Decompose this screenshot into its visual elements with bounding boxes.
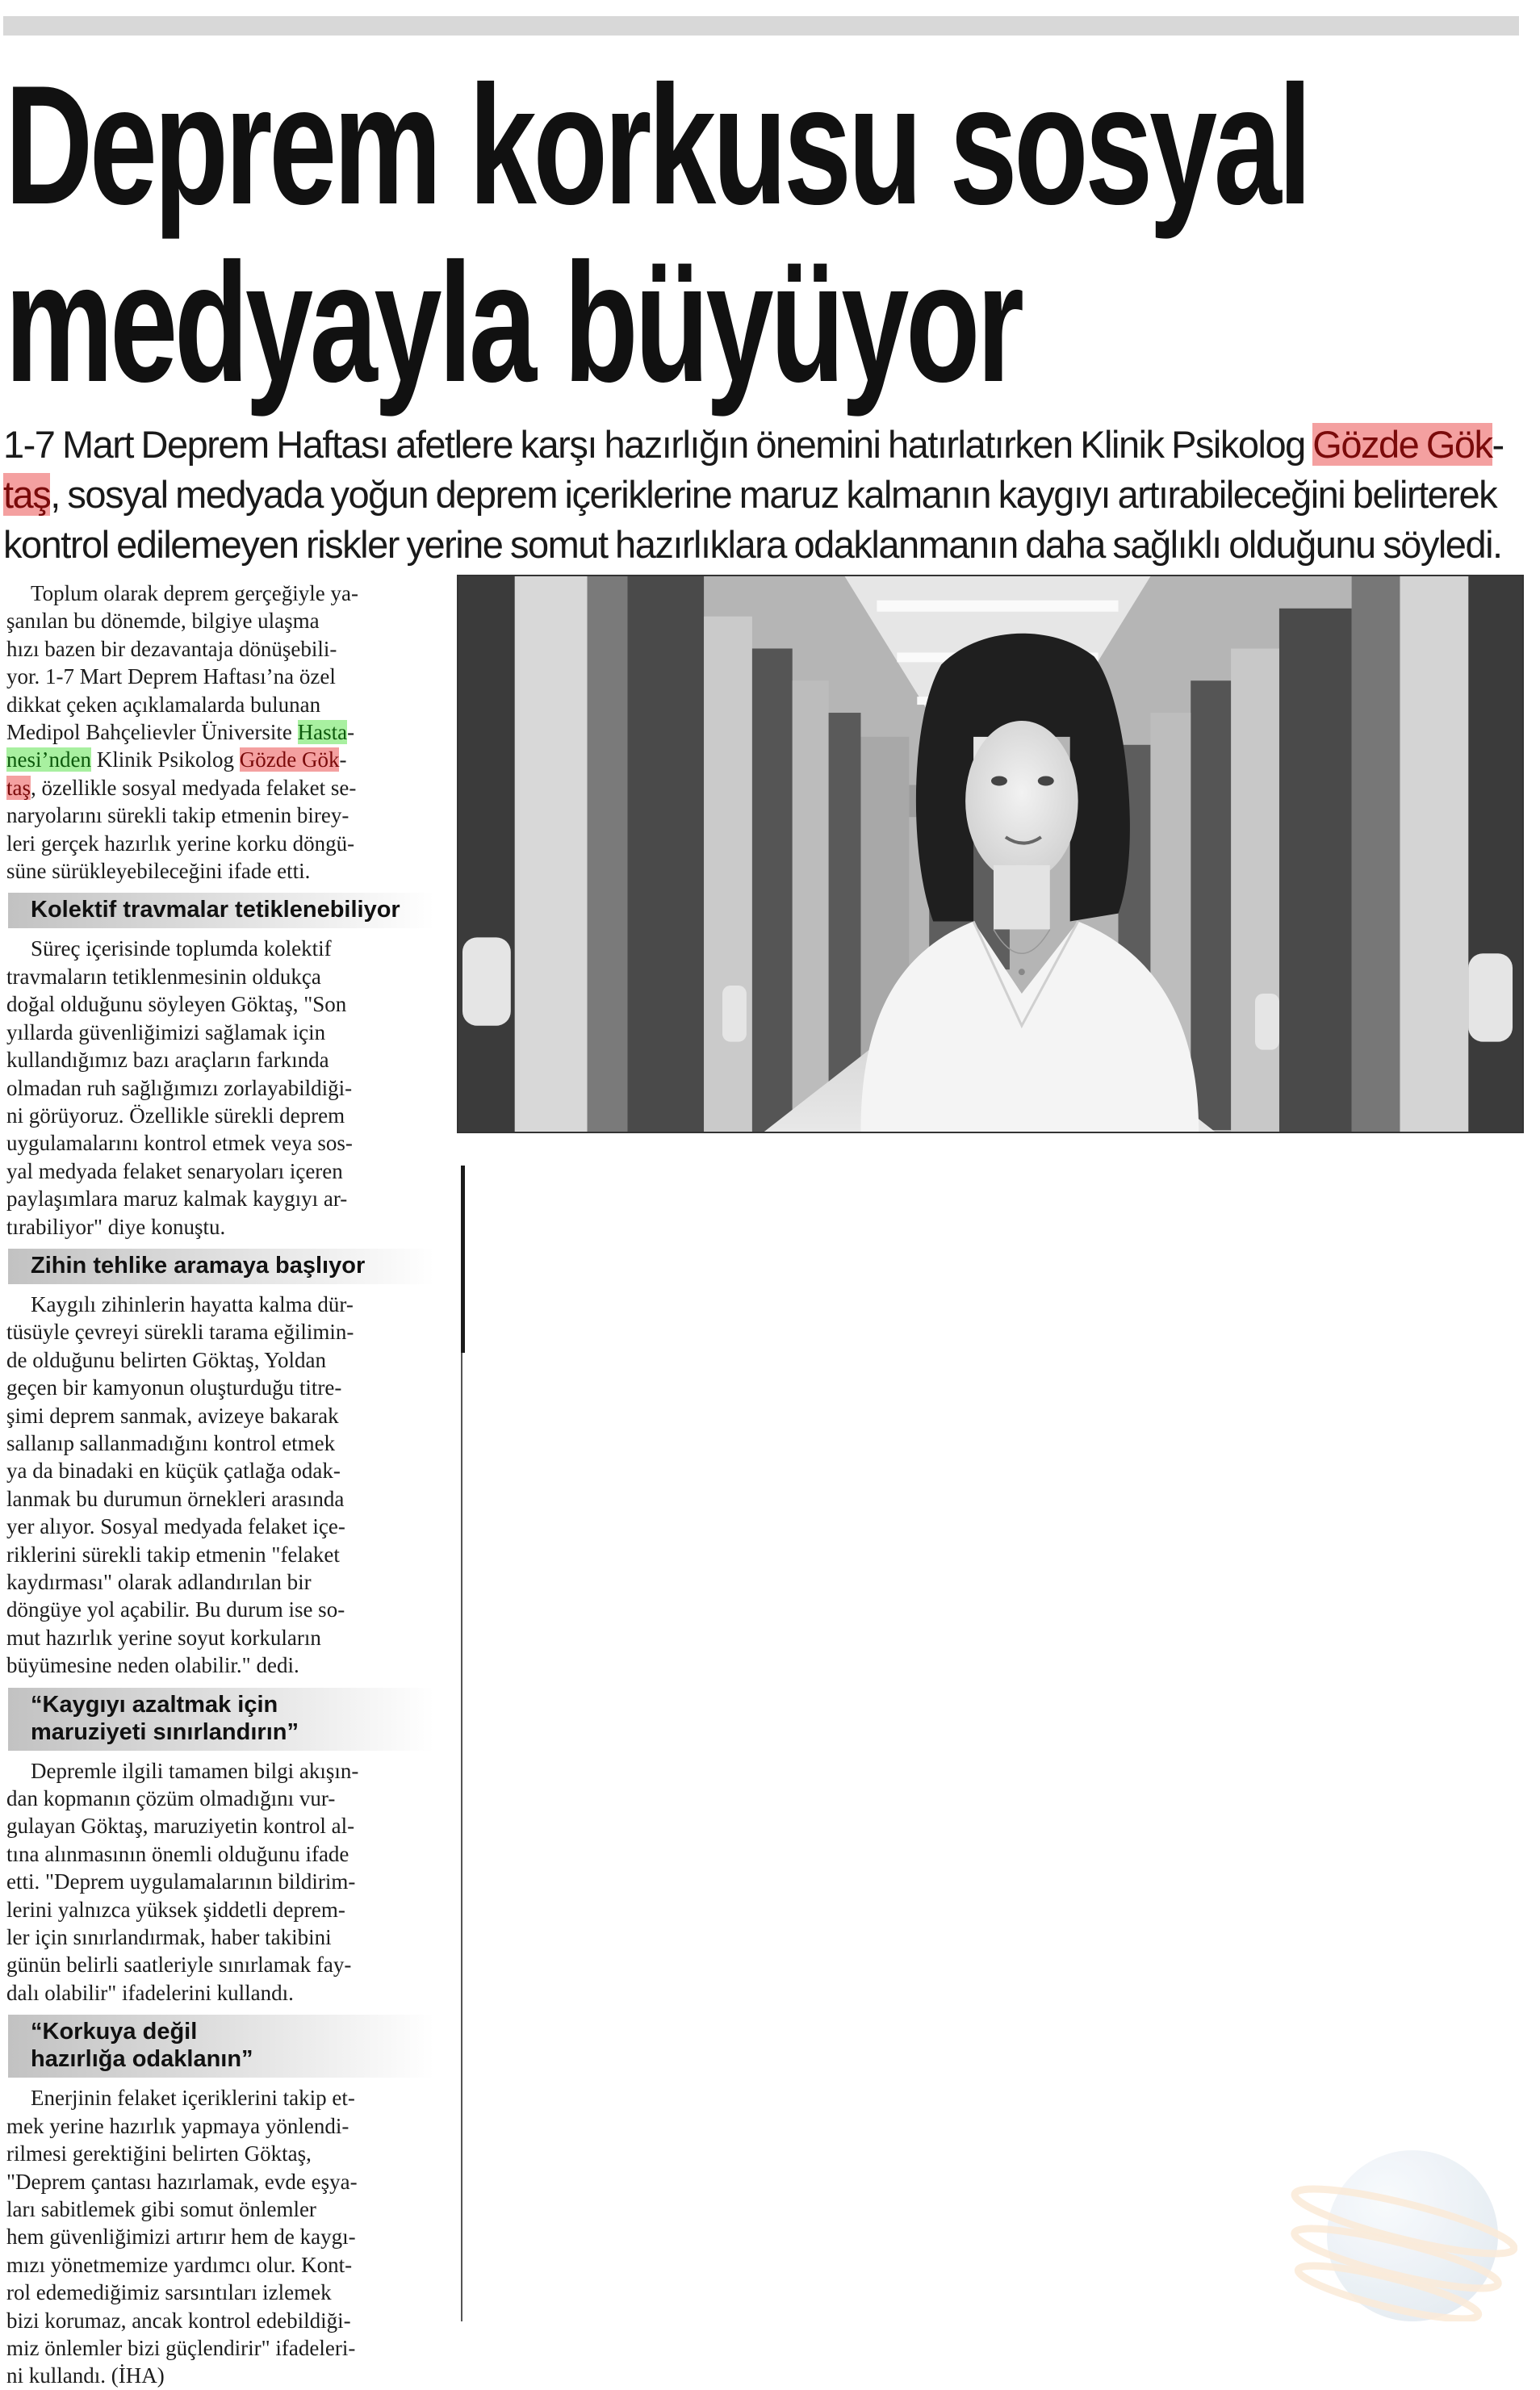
body-line <box>6 663 430 690</box>
subhead-line: Kolektif travmalar tetiklenebiliyor <box>31 897 400 923</box>
text-run: 1-7 Mart Deprem Haftası afetlere karşı hazırlığın önemini hatırlatırken Klinik Psikolog <box>3 423 1313 466</box>
body-line: tına alınmasının önemli olduğunu ifade <box>6 1841 349 1866</box>
body-line: lerini yalnızca yüksek şiddetli deprem- <box>6 1897 345 1922</box>
body-line: travmaların tetiklenmesinin oldukça <box>6 964 321 989</box>
body-line: ler için sınırlandırmak, haber takibini <box>6 1925 332 1950</box>
section-paragraph <box>6 1291 430 1680</box>
body-line: Kaygılı zihinlerin hayatta kalma dür- <box>31 1291 354 1316</box>
body-line <box>6 830 430 857</box>
body-line: kullandığımız bazı araçların farkında <box>6 1048 329 1073</box>
text-run: dikkat çeken açıklamalarda bulunan <box>6 692 321 717</box>
highlight-person-name: Gözde Gök <box>1312 423 1492 466</box>
body-line <box>6 580 430 607</box>
body-line: Süreç içerisinde toplumda kolektif <box>31 936 332 961</box>
body-line: ları sabitlemek gibi somut önlemler <box>6 2196 316 2221</box>
section-paragraph <box>6 1757 430 2007</box>
text-run: leri gerçek hazırlık yerine korku döngü- <box>6 831 355 856</box>
body-line: günün belirli saatleriyle sınırlamak fay- <box>6 1953 352 1978</box>
body-line: dalı olabilir" ifadelerini kullandı. <box>6 1980 294 2005</box>
body-line: büyümesine neden olabilir." dedi. <box>6 1653 299 1678</box>
body-line: Enerjinin felaket içeriklerini takip et- <box>31 2086 355 2111</box>
section-paragraph <box>6 935 430 1240</box>
body-line: mızı yönetmemize yardımcı olur. Kont- <box>6 2252 353 2277</box>
highlight-person-name: taş <box>3 473 51 516</box>
text-run: - <box>347 720 355 745</box>
body-line <box>6 607 430 634</box>
body-line: yal medyada felaket senaryoları içeren <box>6 1158 343 1183</box>
text-run: şanılan bu dönemde, bilgiye ulaşma <box>6 609 320 634</box>
body-line: rol edemediğimiz sarsıntıları izlemek <box>6 2280 332 2305</box>
lede-line <box>3 470 1521 520</box>
body-line: döngüye yol açabilir. Bu durum ise so- <box>6 1597 345 1622</box>
lede-line <box>3 520 1521 570</box>
highlight-person-name: Gözde Gök <box>239 747 340 772</box>
highlight-person-name: taş <box>6 775 31 800</box>
body-line <box>6 857 430 885</box>
body-line: rilmesi gerektiğini belirten Göktaş, <box>6 2141 312 2166</box>
body-line: bizi korumaz, ancak kontrol edebildiği- <box>6 2308 351 2333</box>
column-rule-thick <box>461 1166 465 1353</box>
lede-line <box>3 420 1521 470</box>
top-banner-bar <box>3 16 1519 36</box>
portrait-image <box>458 576 1522 1132</box>
body-line: miz önlemler bizi güçlendirir" ifadeleri- <box>6 2335 356 2360</box>
body-line: hem güvenliğimizi artırır hem de kaygı- <box>6 2225 356 2250</box>
headline <box>5 50 1309 417</box>
section-subhead <box>8 1688 434 1751</box>
body-line <box>6 718 430 746</box>
subhead-line: maruziyeti sınırlandırın” <box>31 1718 299 1745</box>
body-line: yıllarda güvenliğimizi sağlamak için <box>6 1019 326 1044</box>
text-run: , özellikle sosyal medyada felaket se- <box>31 775 357 800</box>
section-paragraph <box>6 2084 430 2389</box>
body-line: paylaşımlara maruz kalmak kaygıyı ar- <box>6 1187 348 1212</box>
body-line: Depremle ilgili tamamen bilgi akışın- <box>31 1758 359 1783</box>
body-line: de olduğunu belirten Göktaş, Yoldan <box>6 1347 326 1372</box>
body-line: "Deprem çantası hazırlamak, evde eşya- <box>6 2169 358 2194</box>
body-line: kaydırması" olarak adlandırılan bir <box>6 1570 312 1594</box>
highlight-institution-name: Hasta <box>297 720 348 745</box>
subhead-line: Zihin tehlike aramaya başlıyor <box>31 1252 366 1279</box>
body-line: lanmak bu durumun örnekleri arasında <box>6 1486 345 1511</box>
headline-line-2: medyayla büyüyor <box>5 228 1021 417</box>
body-line: geçen bir kamyonun oluşturduğu titre- <box>6 1375 342 1400</box>
article-body-column <box>6 580 430 2390</box>
column-rule <box>461 1353 462 2321</box>
highlight-institution-name: nesi’nden <box>6 747 91 772</box>
section-subhead <box>8 1249 434 1284</box>
article-photo <box>457 575 1524 1133</box>
text-run: Toplum olarak deprem gerçeğiyle ya- <box>31 581 358 605</box>
section-subhead <box>8 2015 434 2078</box>
body-line: sallanıp sallanmadığını kontrol etmek <box>6 1430 336 1455</box>
body-line: riklerini sürekli takip etmenin "felaket <box>6 1542 340 1567</box>
planet-rings-icon <box>1283 2131 1517 2321</box>
body-line: ya da binadaki en küçük çatlağa odak- <box>6 1459 341 1484</box>
body-line <box>6 746 430 773</box>
body-line: yer alıyor. Sosyal medyada felaket içe- <box>6 1514 345 1539</box>
body-line: doğal olduğunu söyleyen Göktaş, "Son <box>6 992 347 1017</box>
text-run: yor. 1-7 Mart Deprem Haftası’na özel <box>6 664 336 689</box>
text-run: , sosyal medyada yoğun deprem içeriklerine maruz kalmanın kaygıyı artırabileceğini belirterek <box>50 473 1497 516</box>
subhead-line: “Kaygıyı azaltmak için <box>31 1691 278 1718</box>
body-line: dan kopmanın çözüm olmadığını vur- <box>6 1786 336 1811</box>
subhead-line: “Korkuya değil <box>31 2019 198 2045</box>
body-line <box>6 774 430 802</box>
body-line: şimi deprem sanmak, avizeye bakarak <box>6 1403 339 1428</box>
body-line: gulayan Göktaş, maruziyetin kontrol al- <box>6 1814 355 1839</box>
body-line: mut hazırlık yerine soyut korkuların <box>6 1625 321 1650</box>
body-line <box>6 635 430 663</box>
body-line: ni görüyoruz. Özellikle sürekli deprem <box>6 1103 345 1128</box>
headline-line-1: Deprem korkusu sosyal <box>5 50 1309 240</box>
subhead-line: hazırlığa odaklanın” <box>31 2046 253 2073</box>
text-run: süne sürükleyebileceğini ifade etti. <box>6 859 311 884</box>
lede-paragraph <box>3 420 1521 570</box>
body-line: mek yerine hazırlık yapmaya yönlendi- <box>6 2113 349 2138</box>
text-run: Klinik Psikolog <box>90 747 240 772</box>
body-line: uygulamalarını kontrol etmek veya sos- <box>6 1131 353 1156</box>
body-line <box>6 802 430 829</box>
text-run: Medipol Bahçelievler Üniversite <box>6 720 298 745</box>
intro-paragraph <box>6 580 430 885</box>
section-subhead <box>8 893 434 928</box>
text-run: - <box>1492 423 1504 466</box>
text-run: hızı bazen bir dezavantaja dönüşebili- <box>6 636 337 661</box>
body-line: etti. "Deprem uygulamalarının bildirim- <box>6 1869 356 1894</box>
text-run: naryolarını sürekli takip etmenin birey- <box>6 803 349 828</box>
body-line: ni kullandı. (İHA) <box>6 2363 165 2388</box>
text-run: - <box>339 747 347 772</box>
body-line: tırabiliyor" diye konuştu. <box>6 1214 226 1239</box>
text-run: kontrol edilemeyen riskler yerine somut hazırlıklara odaklanmanın daha sağlıklı olduğunu söyledi. <box>3 523 1502 566</box>
body-line <box>6 691 430 718</box>
body-line: tüsüyle çevreyi sürekli tarama eğilimin- <box>6 1320 354 1345</box>
body-line: olmadan ruh sağlığımızı zorlayabildiği- <box>6 1075 353 1100</box>
